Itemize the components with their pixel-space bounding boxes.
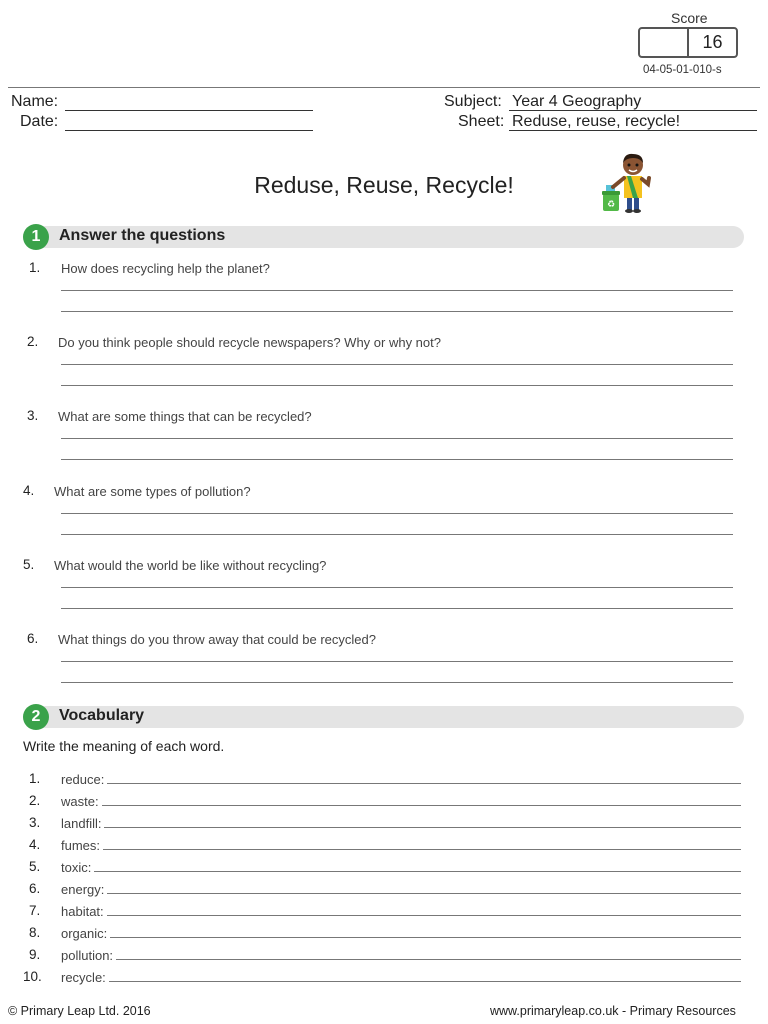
sheet-field — [509, 114, 757, 131]
question-number: 4. — [23, 483, 35, 498]
vocab-word: toxic: — [61, 860, 92, 875]
answer-line[interactable] — [61, 459, 733, 460]
vocab-word: habitat: — [61, 904, 104, 919]
score-label: Score — [671, 10, 708, 26]
vocab-row — [61, 904, 741, 919]
vocab-word: energy: — [61, 882, 105, 897]
date-field[interactable] — [65, 114, 313, 131]
page-title: Reduse, Reuse, Recycle! — [254, 172, 514, 198]
vocab-number: 8. — [29, 925, 41, 940]
answer-line[interactable] — [61, 385, 733, 386]
question-number: 1. — [29, 260, 41, 275]
question-text: What are some things that can be recycled? — [58, 409, 312, 424]
vocab-answer-line[interactable] — [116, 959, 741, 960]
question-number: 2. — [27, 334, 39, 349]
section-2-title: Vocabulary — [59, 707, 145, 724]
vocab-word: recycle: — [61, 970, 106, 985]
svg-text:♻: ♻ — [606, 200, 616, 210]
name-label: Name: — [11, 93, 59, 110]
vocab-answer-line[interactable] — [94, 871, 741, 872]
vocab-answer-line[interactable] — [107, 915, 741, 916]
vocab-number: 3. — [29, 815, 41, 830]
score-box — [638, 27, 738, 58]
subject-label: Subject: — [444, 93, 502, 110]
vocab-row — [61, 882, 741, 897]
question-text: Do you think people should recycle newspapers? Why or why not? — [58, 335, 441, 350]
score-empty-cell — [640, 29, 687, 56]
vocab-word: landfill: — [61, 816, 102, 831]
vocab-row — [61, 816, 741, 831]
vocab-answer-line[interactable] — [109, 981, 741, 982]
question-text: How does recycling help the planet? — [61, 261, 270, 276]
vocab-number: 5. — [29, 859, 41, 874]
vocab-number: 6. — [29, 881, 41, 896]
answer-line[interactable] — [61, 311, 733, 312]
vocab-word: fumes: — [61, 838, 101, 853]
vocab-row — [61, 926, 741, 941]
vocab-row — [61, 948, 741, 963]
sheet-label: Sheet: — [458, 113, 505, 130]
vocab-number: 9. — [29, 947, 41, 962]
question-number: 6. — [27, 631, 39, 646]
vocab-row — [61, 970, 741, 985]
vocab-word: pollution: — [61, 948, 114, 963]
vocab-word: reduce: — [61, 772, 105, 787]
recycling-boy-icon — [600, 152, 656, 214]
header-divider — [8, 87, 760, 88]
vocab-number: 10. — [23, 969, 42, 984]
answer-line[interactable] — [61, 661, 733, 662]
vocab-answer-line[interactable] — [107, 893, 741, 894]
vocab-number: 2. — [29, 793, 41, 808]
score-value: 16 — [687, 29, 736, 56]
question-text: What would the world be like without recycling? — [54, 558, 327, 573]
answer-line[interactable] — [61, 682, 733, 683]
answer-line[interactable] — [61, 534, 733, 535]
question-text: What things do you throw away that could be recycled? — [58, 632, 376, 647]
sheet-code: 04-05-01-010-s — [643, 64, 722, 76]
vocab-row — [61, 838, 741, 853]
question-number: 3. — [27, 408, 39, 423]
section-1-number: 1 — [23, 224, 49, 250]
vocab-number: 1. — [29, 771, 41, 786]
section-1-title: Answer the questions — [59, 227, 226, 244]
vocab-row — [61, 860, 741, 875]
question-number: 5. — [23, 557, 35, 572]
vocab-word: organic: — [61, 926, 108, 941]
vocab-word: waste: — [61, 794, 99, 809]
subject-value: Year 4 Geography — [512, 93, 642, 110]
answer-line[interactable] — [61, 608, 733, 609]
vocab-answer-line[interactable] — [110, 937, 741, 938]
answer-line[interactable] — [61, 587, 733, 588]
vocab-answer-line[interactable] — [104, 827, 741, 828]
website: www.primaryleap.co.uk - Primary Resources — [490, 1004, 736, 1018]
vocab-row — [61, 794, 741, 809]
date-label: Date: — [20, 113, 59, 130]
vocabulary-instruction: Write the meaning of each word. — [23, 738, 225, 754]
answer-line[interactable] — [61, 438, 733, 439]
section-2-number: 2 — [23, 704, 49, 730]
vocab-row — [61, 772, 741, 787]
name-field[interactable] — [65, 94, 313, 111]
answer-line[interactable] — [61, 290, 733, 291]
vocab-answer-line[interactable] — [107, 783, 741, 784]
question-text: What are some types of pollution? — [54, 484, 251, 499]
vocab-answer-line[interactable] — [103, 849, 741, 850]
vocab-number: 7. — [29, 903, 41, 918]
vocab-answer-line[interactable] — [102, 805, 741, 806]
vocab-number: 4. — [29, 837, 41, 852]
answer-line[interactable] — [61, 364, 733, 365]
answer-line[interactable] — [61, 513, 733, 514]
subject-field — [509, 94, 757, 111]
sheet-value: Reduse, reuse, recycle! — [512, 113, 681, 130]
copyright: © Primary Leap Ltd. 2016 — [8, 1004, 151, 1018]
